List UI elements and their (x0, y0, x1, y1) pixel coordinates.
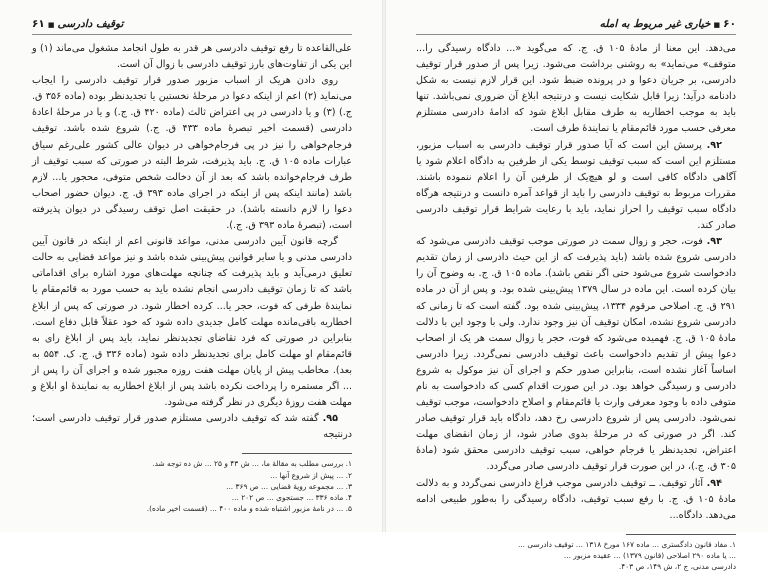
footnote: ۵. ... در نامهٔ مزبور اشتباه شده و ماده ۴۰۰ ... (قسمت اخیر ماده). (146, 504, 352, 514)
footnote: دادرسی مدنی، ج ۲، ش ۱۴۹، ص ۴۰۳. (618, 562, 736, 572)
footnotes (416, 539, 736, 572)
right-page-body (416, 41, 736, 524)
footnote-divider (242, 453, 352, 454)
left-page (6, 0, 378, 532)
footnote: ۳. ... مجموعه رویهٔ قضایی ... ص ۳۶۹ ... (226, 481, 352, 491)
right-page (390, 0, 762, 572)
paragraph: ۹۴. آثار توقیف. ــ توقیف دادرسی موجب فراغ دادرسی نمی‌گردد و به دلالت مادهٔ ۱۰۵ ق. ج. با رفع سبب توقیف، دادگاه رسیدگی را به‌طور طبیعی ادامه می‌دهد. دادگاه... (416, 477, 736, 521)
running-title: خیاری غیر مربوط به امله (599, 18, 711, 30)
paragraph: می‌دهد. این معنا از مادهٔ ۱۰۵ ق. ج. که می‌گوید «... دادگاه رسیدگی را... متوقف» می‌نماید» به روشنی برداشت می‌شود. زیرا پس از صدور قرار توقیف دادرسی، بر جریان دعوا و در پرونده ضبط شود. این قرار لازم نیست به شکل دادنامه درآید؛ زیرا قابل شکایت نیست و درنتیجه ابلاغ آن ضروری نمی‌باشد. تنها باید به موجب اخطاریه به طرف مقابل ابلاغ شود که ادامهٔ دادرسی مستلزم معرفی حسب مورد قائم‌مقام یا نمایندهٔ طرف است. (416, 43, 736, 135)
paragraph: علی‌القاعده تا رفع توقیف دادرسی هر قدر به طول انجامد مشغول می‌ماند (۱) و این یکی از تفاوت‌های بارز توقیف دادرسی با زوال آن است. (32, 43, 352, 71)
square-marker-icon: ■ (713, 21, 721, 29)
left-page-body (32, 41, 352, 443)
footnote: ... یا ماده ۲۹۰ اصلاحی (قانون ۱۳۷۹) ... عقیده مزبور ... (563, 551, 736, 561)
right-header-number-group (600, 18, 736, 30)
paragraph: روی دادن هریک از اسباب مزبور صدور قرار توقیف دادرسی را ایجاب می‌نماید (۲) اعم از اینکه دعوا در مرحلهٔ نخستین یا تجدیدنظر بوده (ماده ۳۵۶ ق. ج.) (۳) و یا دادرسی در پی اعتراض ثالث (ماده ۴۲۰ ق. ج.) و یا در مرحلهٔ اعادهٔ دادرسی (قسمت اخیر تبصرهٔ ماده ۴۳۳ ق. ج.) شروع شده باشد. توقیف فرجام‌خواهی را نیز در پی فرجام‌خواهی در دیوان عالی کشور علی‌رغم سیاق عبارات ماده ۱۰۵ ق. ج. باید پذیرفت، شرط البته در صورتی که سبب توقیف از طرف فرجام‌خوانده باشد که بعد از آن دخالت شخص متوفی، محجور یا... لازم باشد (مانند اینکه پس از اینکه در اجرای ماده ۳۹۳ ق. ج. دیوان حضور اصحاب دعوا را لازم دانسته باشد). در حقیقت اصل توقف رسیدگی در دیوان پذیرفته است، (تبصرهٔ ماده ۳۹۳ ق. ج.). (32, 75, 352, 232)
footnote: ۱. بررسی مطلب به مقالهٔ ما، ... ش ۴۳ و ۲۵ ... ش ده توجه شد. (152, 459, 352, 469)
left-header-number-group (32, 18, 123, 30)
paragraph: گرچه قانون آیین دادرسی مدنی، مواعد قانونی اعم از اینکه در قانون آیین دادرسی مدنی و یا سایر قوانین پیش‌بینی شده باشد و نیز مواعد قضایی به حالت تعلیق درمی‌آید و باید پذیرفت که چنانچه مهلت‌های مورد اشاره برای اقداماتی باشد که تا زمان توقیف دادرسی انجام نشده باید به حسب مورد به قائم‌مقام یا نمایندهٔ طرفی که فوت، حجر یا... کرده اخطار شود. در صورتی که پس از ابلاغ اخطاریه باقی‌مانده مهلت کامل جدیدی داده شود که خود عقلاً قابل دفاع است. بنابراین در صورتی که فرد تقاضای تجدیدنظر نماید، باید پس از ابلاغ رای به قائم‌مقام او مهلت کامل برای تجدیدنظر داده شود (ماده ۳۳۶ ق. ج. ک. ۵۵۴ به بعد). مخاطب پیش از پایان مهلت هفت روزه مجبور شده و اجرای آن را پس از ... اگر مستمره را پرداخت نکرده باشد پس از ابلاغ اخطاریه به نمایندهٔ او ابلاغ و مهلت هفت روزهٔ دیگری در نظر گرفته می‌شود. (32, 236, 352, 409)
left-page-header (32, 16, 352, 35)
paragraph: ۹۳. فوت، حجر و زوال سمت در صورتی موجب توقیف دادرسی می‌شود که دادرسی شروع شده باشد (باید پذیرفت که از این حیث دادرسی از زمان تقدیم دادخواست شروع می‌شود حتی اگر نقص باشد). ماده ۱۰۵ ق. ج. به وضوح آن را بیان کرده است. این ماده در سال ۱۳۷۹ پیش‌بینی شده بود. و پس از آن در ماده ۲۹۱ ق. ج. اصلاحی مرقوم ۱۳۳۴، پیش‌بینی شده بود. گفته است که تا زمانی که دادرسی شروع نشده، امکان توقیف آن نیز وجود ندارد. ولی با وجود این با دلالت مادهٔ ۱۰۵ ق. ج. فهمیده می‌شود که فوت، حجر یا زوال سمت هر یک از اصحاب دعوا پیش از تقدیم دادخواست باعث توقیف دادرسی نمی‌گردد. زیرا دادرسی اساساً آغاز نشده است، بنابراین صدور حکم و اجرای آن نیز موکول به شروع دادرسی و رسیدگی خواهد بود. در این صورت اقدام کسی که دادخواست به نام متوفی داده با وجود معرفی وارث یا قائم‌مقام و اصلاح دادخواست، موجب توقیف نمی‌شود. دادرسی پس از شروع دادرسی رخ دهد، دادگاه باید قرار توقیف صادر کند. اگر در صورتی که در مرحلهٔ بدوی صادر شود، از زمان انقضای مهلت اعتراض، تجدیدنظر یا فرجام خواهی، سبب توقیف دادرسی محقق شود (مادهٔ ۳۰۵ ق. ج.)، در این صورت قرار توقیف دادرسی صادر می‌گردد. (416, 236, 736, 473)
footnote-divider (626, 534, 736, 535)
footnote: ۲. ... پیش از شروع آنها ... (270, 470, 352, 480)
square-marker-icon: ■ (47, 21, 55, 29)
footnote: ۱. مفاد قانون دادگستری ... ماده ۱۶۷ مورخ ۱۳۱۸ ... توقیف دادرسی ... (517, 539, 736, 549)
right-page-header (416, 16, 736, 35)
book-gutter (382, 0, 386, 532)
page-number: ۶۱ (32, 18, 45, 30)
page-number: ۶۰ (723, 18, 736, 30)
paragraph: ۹۲. پرسش این است که آیا صدور قرار توقیف دادرسی به اسباب مزبور، مستلزم این است که سبب توقیف توسط یکی از طرفین به دادگاه اعلام شود یا آگاهی دادگاه کافی است و لو هیچ‌یک از طرفین آن را اعلام ننموده باشند. مقررات مربوط به توقیف دادرسی را باید از قواعد آمره دانست و درنتیجه هرگاه دادگاه سبب توقیف را احراز نماید، باید با رعایت شرایط قرار توقیف دادرسی صادر کند. (416, 139, 736, 232)
running-title: توقیف دادرسی (57, 18, 124, 30)
paragraph: ۹۵. گفته شد که توقیف دادرسی مستلزم صدور قرار توقیف دادرسی است؛ درنتیجه (32, 413, 352, 441)
footnotes (32, 458, 352, 514)
footnote: ۴. ماده ۳۳۶ ... جستجوی ... ص ۲۰۲ ... (231, 492, 352, 502)
